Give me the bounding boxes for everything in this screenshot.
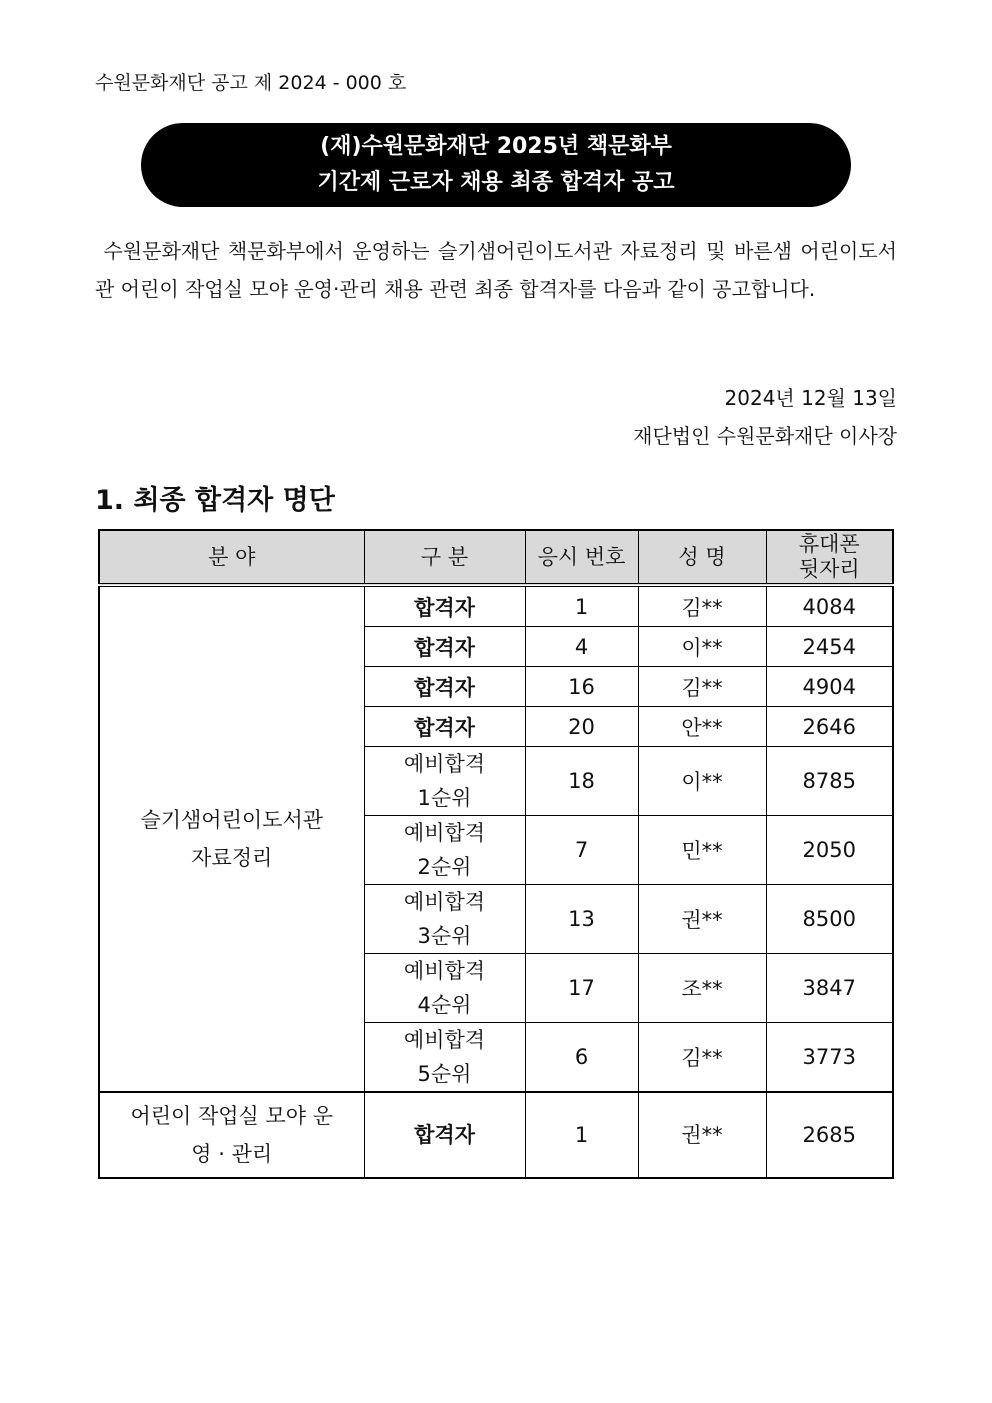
table-header-row <box>99 530 893 585</box>
number-cell: 17 <box>525 954 638 1023</box>
type-cell: 예비합격 1순위 <box>364 747 525 816</box>
name-cell: 김** <box>638 667 766 707</box>
header-type: 구 분 <box>364 530 525 585</box>
number-cell: 1 <box>525 585 638 627</box>
name-cell: 김** <box>638 585 766 627</box>
results-table <box>98 529 894 1179</box>
type-cell: 합격자 <box>364 585 525 627</box>
phone-cell: 3773 <box>766 1023 893 1093</box>
phone-cell: 4904 <box>766 667 893 707</box>
name-cell: 안** <box>638 707 766 747</box>
phone-cell: 3847 <box>766 954 893 1023</box>
title-line-2: 기간제 근로자 채용 최종 합격자 공고 <box>317 170 675 195</box>
field-cell: 슬기샘어린이도서관 자료정리 <box>99 585 364 1092</box>
title-line-1: (재)수원문화재단 2025년 책문화부 <box>320 134 672 159</box>
intro-paragraph <box>95 232 897 308</box>
number-cell: 16 <box>525 667 638 707</box>
signer: 재단법인 수원문화재단 이사장 <box>633 424 897 448</box>
header-field: 분 야 <box>99 530 364 585</box>
type-cell: 합격자 <box>364 707 525 747</box>
type-cell: 예비합격 2순위 <box>364 816 525 885</box>
header-number: 응시 번호 <box>525 530 638 585</box>
header-phone: 휴대폰 뒷자리 <box>766 530 893 585</box>
phone-cell: 8500 <box>766 885 893 954</box>
number-cell: 6 <box>525 1023 638 1093</box>
title-banner <box>141 123 851 207</box>
name-cell: 조** <box>638 954 766 1023</box>
type-cell: 합격자 <box>364 627 525 667</box>
type-cell: 예비합격 3순위 <box>364 885 525 954</box>
phone-cell: 2050 <box>766 816 893 885</box>
name-cell: 민** <box>638 816 766 885</box>
type-cell: 예비합격 5순위 <box>364 1023 525 1093</box>
name-cell: 김** <box>638 1023 766 1093</box>
phone-cell: 2646 <box>766 707 893 747</box>
number-cell: 13 <box>525 885 638 954</box>
phone-cell: 8785 <box>766 747 893 816</box>
number-cell: 7 <box>525 816 638 885</box>
section-title: 1. 최종 합격자 명단 <box>95 485 335 516</box>
phone-cell: 4084 <box>766 585 893 627</box>
number-cell: 1 <box>525 1092 638 1178</box>
name-cell: 권** <box>638 1092 766 1178</box>
announcement-date: 2024년 12월 13일 <box>724 386 897 410</box>
name-cell: 권** <box>638 885 766 954</box>
table-row <box>99 1092 893 1178</box>
type-cell: 합격자 <box>364 667 525 707</box>
name-cell: 이** <box>638 747 766 816</box>
number-cell: 4 <box>525 627 638 667</box>
header-name: 성 명 <box>638 530 766 585</box>
document-number: 수원문화재단 공고 제 2024 - 000 호 <box>95 72 407 94</box>
field-cell: 어린이 작업실 모야 운영 · 관리 <box>99 1092 364 1178</box>
table-row <box>99 585 893 627</box>
intro-text: 수원문화재단 책문화부에서 운영하는 슬기샘어린이도서관 자료정리 및 바른샘 어린이도서관 어린이 작업실 모야 운영·관리 채용 관련 최종 합격자를 다음과 같이 공고합니다. <box>95 239 897 301</box>
type-cell: 예비합격 4순위 <box>364 954 525 1023</box>
type-cell: 합격자 <box>364 1092 525 1178</box>
phone-cell: 2685 <box>766 1092 893 1178</box>
number-cell: 20 <box>525 707 638 747</box>
name-cell: 이** <box>638 627 766 667</box>
number-cell: 18 <box>525 747 638 816</box>
phone-cell: 2454 <box>766 627 893 667</box>
